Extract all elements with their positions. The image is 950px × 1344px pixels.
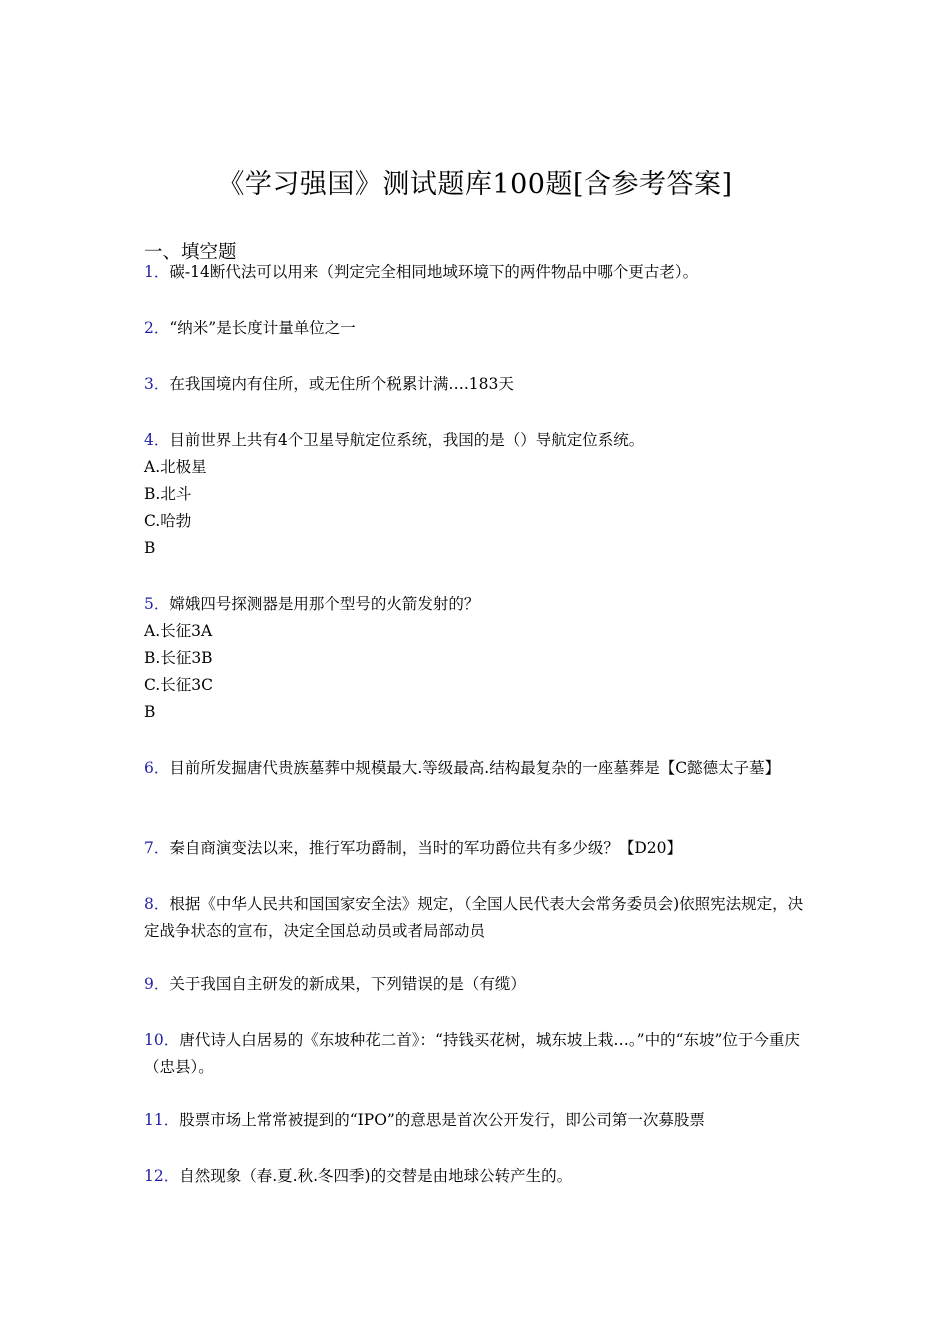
question-4 [144, 427, 814, 562]
question-text: 股票市场上常常被提到的“IPO”的意思是首次公开发行，即公司第一次募股票 [179, 1111, 705, 1129]
option-b: B.长征3B [144, 649, 213, 667]
question-7 [144, 835, 814, 862]
question-2 [144, 315, 814, 342]
option-b: B.北斗 [144, 485, 192, 503]
question-5 [144, 591, 814, 726]
question-text: 秦自商演变法以来，推行军功爵制，当时的军功爵位共有多少级？【D20】 [169, 839, 683, 857]
question-number: 3． [144, 375, 170, 393]
question-8 [144, 891, 814, 945]
question-6 [144, 755, 814, 782]
question-number: 7． [144, 839, 170, 857]
question-number: 9． [144, 975, 170, 993]
question-text: 嫦娥四号探测器是用那个型号的火箭发射的？ [169, 595, 480, 613]
section-heading: 一、填空题 [144, 242, 237, 263]
option-a: A.北极星 [144, 458, 207, 476]
question-number: 11． [144, 1111, 180, 1129]
question-number: 1． [144, 263, 170, 281]
question-text: 关于我国自主研发的新成果，下列错误的是（有缆） [169, 975, 526, 993]
question-9 [144, 971, 814, 998]
question-1 [144, 259, 814, 286]
answer: B [144, 539, 156, 557]
option-c: C.哈勃 [144, 512, 192, 530]
option-a: A.长征3A [144, 622, 213, 640]
question-number: 4． [144, 431, 170, 449]
question-number: 5． [144, 595, 170, 613]
option-c: C.长征3C [144, 676, 213, 694]
document-title: 《学习强国》测试题库100题[含参考答案] [217, 169, 733, 200]
question-number: 8． [144, 895, 170, 913]
question-12 [144, 1163, 814, 1190]
question-text: 自然现象（春.夏.秋.冬四季)的交替是由地球公转产生的。 [179, 1167, 573, 1185]
question-text: 目前所发掘唐代贵族墓葬中规模最大.等级最高.结构最复杂的一座墓葬是【C懿德太子墓】 [169, 759, 781, 777]
question-3 [144, 371, 814, 398]
question-text: 根据《中华人民共和国国家安全法》规定，（全国人民代表大会常务委员会)依照宪法规定，决定战争状态的宣布，决定全国总动员或者局部动员 [144, 895, 804, 940]
question-text: 目前世界上共有4个卫星导航定位系统，我国的是（）导航定位系统。 [169, 431, 645, 449]
question-text: 在我国境内有住所，或无住所个税累计满….183天 [169, 375, 514, 393]
answer: B [144, 703, 156, 721]
question-number: 6． [144, 759, 170, 777]
question-11 [144, 1107, 814, 1134]
question-number: 12． [144, 1167, 180, 1185]
question-text: “纳米”是长度计量单位之一 [169, 319, 356, 337]
question-number: 2． [144, 319, 170, 337]
question-text: 唐代诗人白居易的《东坡种花二首》：“持钱买花树，城东坡上栽…。”中的“东坡”位于今重庆（忠县）。 [144, 1031, 800, 1076]
question-text: 碳-14断代法可以用来（判定完全相同地域环境下的两件物品中哪个更古老）。 [169, 263, 699, 281]
question-number: 10． [144, 1031, 180, 1049]
question-10 [144, 1027, 814, 1081]
